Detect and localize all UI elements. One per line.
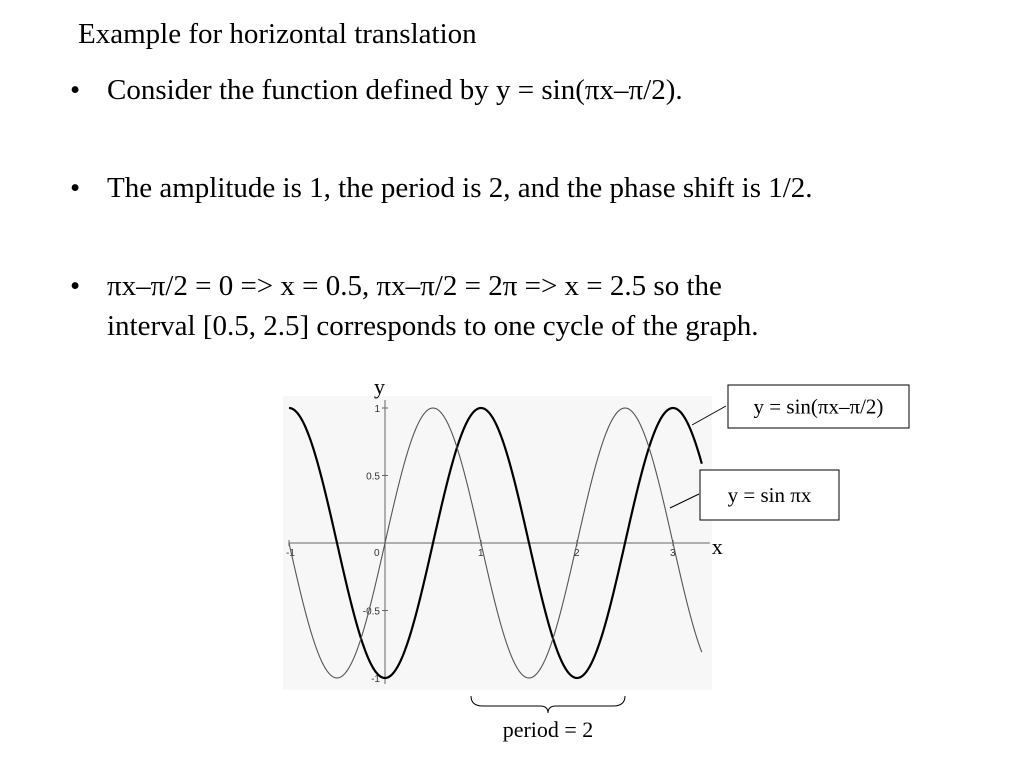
y-tick-label: -0.5 [362, 606, 380, 618]
bullet-text: The amplitude is 1, the period is 2, and the phase shift is 1/2. [107, 172, 813, 204]
bullet-text: Consider the function defined by y = sin(πx–π/2). [107, 74, 683, 106]
brace-shape [471, 696, 625, 713]
x-tick-label: 1 [478, 548, 484, 559]
x-tick-label: 2 [574, 548, 580, 559]
legend-label: y = sin(πx–π/2) [753, 394, 884, 419]
bullet-text-line-1: πx–π/2 = 0 => x = 0.5, πx–π/2 = 2π => x = 2.5 so the [107, 270, 722, 302]
period-brace [471, 696, 625, 742]
legend-shifted-sine [692, 385, 909, 428]
legend-label: y = sin πx [727, 483, 812, 507]
x-tick-label: 0 [374, 548, 380, 559]
period-label: period = 2 [502, 717, 594, 742]
slide-title: Example for horizontal translation [78, 18, 477, 50]
y-tick-label: 0.5 [366, 471, 380, 483]
x-tick-label: -1 [286, 548, 295, 559]
y-tick-label: -1 [371, 674, 380, 685]
y-axis-label: y [374, 374, 385, 399]
x-axis-label: x [711, 534, 723, 559]
x-tick-label: 3 [670, 548, 676, 559]
bullet-text-line-2: interval [0.5, 2.5] corresponds to one cycle of the graph. [107, 310, 759, 342]
y-tick-label: 1 [374, 404, 380, 415]
